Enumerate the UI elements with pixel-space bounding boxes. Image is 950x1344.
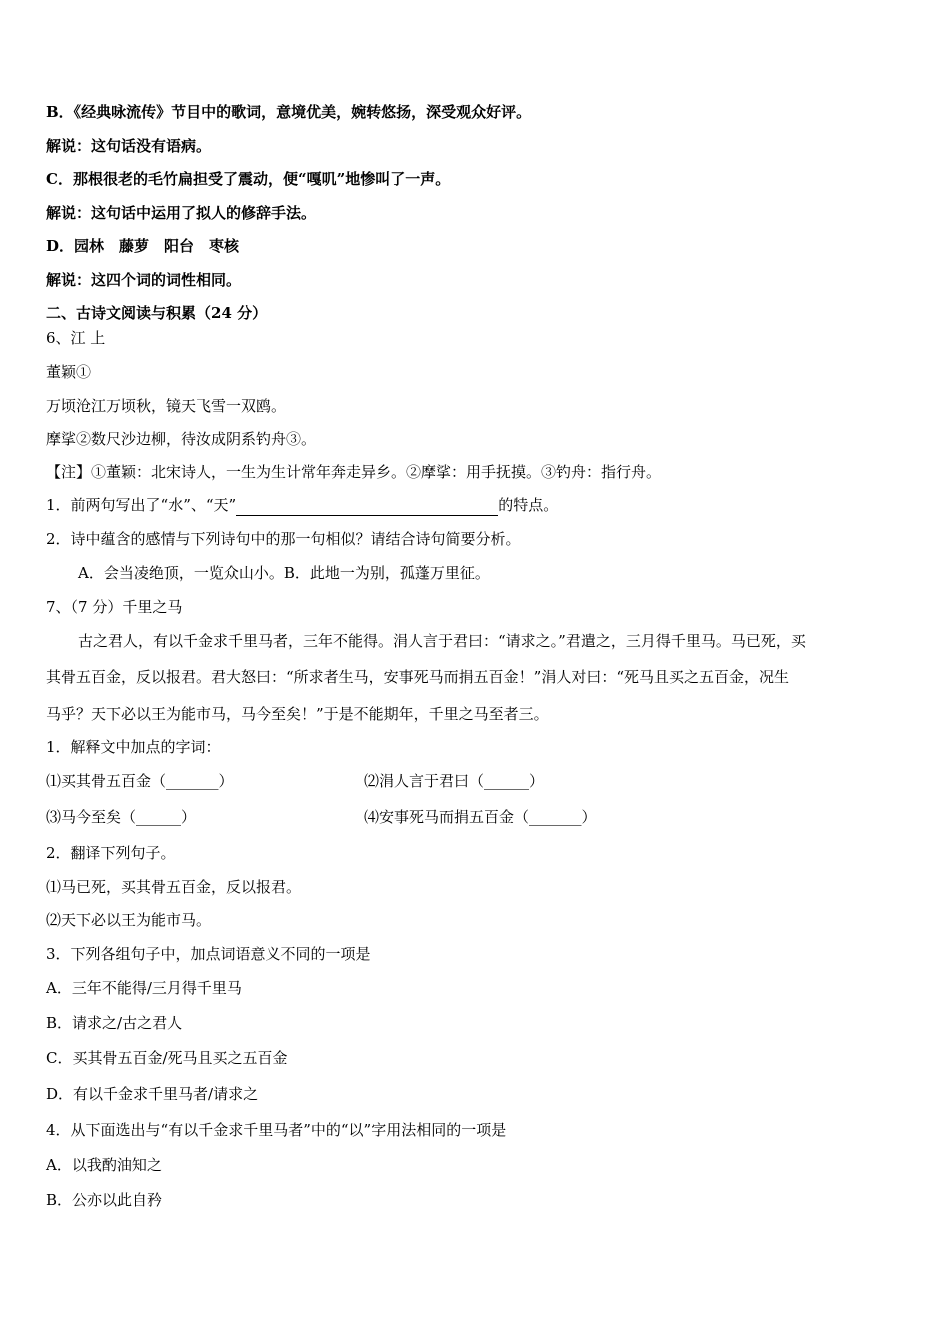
q7-question-4: 4．从下面选出与“有以千金求千里马者”中的“以”字用法相同的一项是 bbox=[46, 1121, 507, 1139]
b-option: B．《经典咏流传》节目中的歌词，意境优美，婉转悠扬，深受观众好评。 bbox=[46, 103, 532, 121]
q7-2-item-2: ⑵天下必以王为能市马。 bbox=[46, 911, 212, 929]
passage-line-3: 马乎？天下必以王为能市马，马今至矣！”于是不能期年，千里之马至者三。 bbox=[46, 705, 549, 723]
d-option: D．园林 藤萝 阳台 枣核 bbox=[46, 237, 240, 255]
q7-2-item-1: ⑴马已死，买其骨五百金，反以报君。 bbox=[46, 878, 302, 896]
answer-blank[interactable] bbox=[236, 497, 498, 516]
q6-options: A．会当凌绝顶，一览众山小。B．此地一为别，孤蓬万里征。 bbox=[78, 564, 490, 582]
c-explanation: 解说：这句话中运用了拟人的修辞手法。 bbox=[46, 204, 317, 222]
poem-line-1: 万顷沧江万顷秋，镜天飞雪一双鸥。 bbox=[46, 397, 287, 415]
poem-note: 【注】①董颖：北宋诗人，一生为生计常年奔走异乡。②摩挲：用手抚摸。③钓舟：指行舟。 bbox=[46, 463, 662, 481]
q7-1-item-2: ⑵涓人言于君曰（______） bbox=[364, 772, 545, 790]
q7-question-3: 3．下列各组句子中，加点词语意义不同的一项是 bbox=[46, 945, 371, 963]
poem-line-2: 摩挲②数尺沙边柳，待汝成阴系钓舟③。 bbox=[46, 430, 317, 448]
c-option: C．那根很老的毛竹扁担受了震动，便“嘎叽”地惨叫了一声。 bbox=[46, 170, 451, 188]
section-heading: 二、古诗文阅读与积累（24 分） bbox=[46, 304, 268, 322]
q7-3-option-c: C．买其骨五百金/死马且买之五百金 bbox=[46, 1049, 288, 1067]
q6-question-1 bbox=[46, 494, 558, 516]
q7-3-option-d: D．有以千金求千里马者/请求之 bbox=[46, 1085, 259, 1103]
q6-1-suffix: 的特点。 bbox=[498, 496, 559, 514]
poet-name: 董颖① bbox=[46, 363, 92, 381]
q7-title: 7、（7 分）千里之马 bbox=[46, 598, 183, 616]
q7-3-option-b: B．请求之/古之君人 bbox=[46, 1014, 183, 1032]
q6-1-prefix: 1．前两句写出了“水”、“天” bbox=[46, 496, 237, 514]
q7-1-item-4: ⑷安事死马而捐五百金（_______） bbox=[364, 808, 597, 826]
q7-1-item-3: ⑶马今至矣（______） bbox=[46, 808, 197, 826]
q6-question-2: 2．诗中蕴含的感情与下列诗句中的那一句相似？请结合诗句简要分析。 bbox=[46, 530, 521, 548]
q7-question-2: 2．翻译下列句子。 bbox=[46, 844, 176, 862]
q7-4-option-a: A．以我酌油知之 bbox=[46, 1156, 162, 1174]
b-explanation: 解说：这句话没有语病。 bbox=[46, 137, 212, 155]
q6-title: 6、江 上 bbox=[46, 329, 106, 347]
q7-question-1: 1．解释文中加点的字词： bbox=[46, 738, 221, 756]
passage-line-1: 古之君人，有以千金求千里马者，三年不能得。涓人言于君曰：“请求之。”君遣之，三月得千里马。马已死，买 bbox=[78, 632, 806, 650]
d-explanation: 解说：这四个词的词性相同。 bbox=[46, 271, 242, 289]
q7-4-option-b: B．公亦以此自矜 bbox=[46, 1191, 163, 1209]
passage-line-2: 其骨五百金，反以报君。君大怒曰：“所求者生马，安事死马而捐五百金！”涓人对曰：“死马且买之五百金，况生 bbox=[46, 668, 790, 686]
q7-3-option-a: A．三年不能得/三月得千里马 bbox=[46, 979, 242, 997]
q7-1-item-1: ⑴买其骨五百金（_______） bbox=[46, 772, 234, 790]
